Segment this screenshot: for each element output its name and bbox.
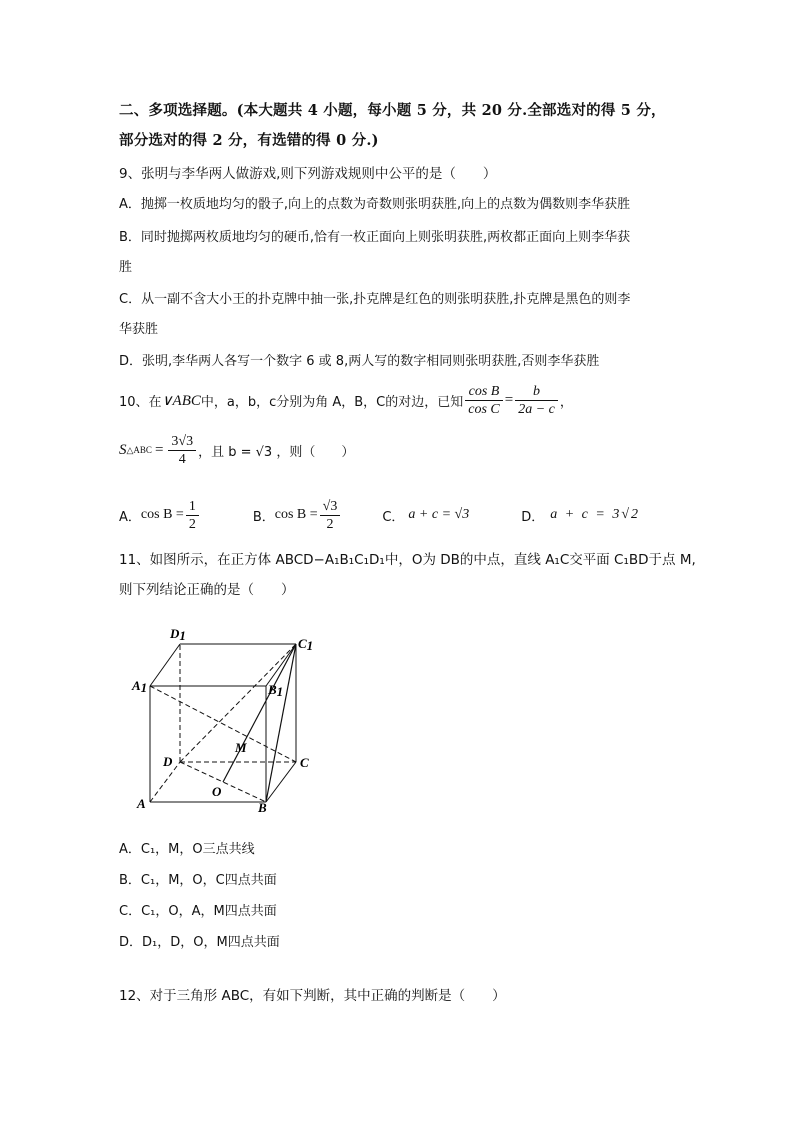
q10-comma: ， [559, 394, 573, 410]
q10-frac-num: cos B [468, 383, 500, 399]
label-b: B [258, 800, 267, 815]
q10-area-line [119, 428, 354, 472]
section-heading-line1: 二、多项选择题。(本大题共 4 小题，每小题 5 分，共 20 分.全部选对的得 5 分， [119, 102, 666, 119]
label-d1: D1 [170, 626, 186, 643]
q10-area-fraction [168, 433, 196, 468]
q10-optA-label: A． [119, 509, 141, 525]
q11-option-a: A．C₁，M，O三点共线 [119, 842, 255, 857]
q10-frac2-num: b [533, 383, 541, 399]
q10-stem [119, 378, 573, 422]
q10-optB-lhs: cos B = [274, 507, 318, 522]
q11-stem-line1: 11、如图所示，在正方体 ABCD−A₁B₁C₁D₁中，O为 DB的中点，直线 A₁C交平面 C₁BD于点 M, [119, 552, 696, 568]
q10-optB-fraction [320, 498, 341, 533]
q10-optB-label: B． [252, 509, 275, 525]
q10-optD: a + c = 3√2 [550, 507, 641, 522]
label-c1: C1 [298, 636, 314, 653]
q10-optC-label: C． [382, 509, 405, 525]
q9-option-a: A．抛掷一枚质地均匀的骰子,向上的点数为奇数则张明获胜,向上的点数为偶数则李华获胜 [119, 197, 631, 212]
segment-o-c1 [223, 644, 296, 782]
q10-optA-lhs: cos B = [140, 507, 184, 522]
q10-optB-den: 2 [320, 515, 341, 533]
q10-mid: 中，a，b，c分别为角 A，B，C的对边，已知 [200, 394, 464, 410]
q10-optD-label: D． [521, 509, 545, 525]
label-c: C [300, 755, 309, 770]
q10-area-eq: = [154, 441, 164, 458]
diagonal-a1-c [150, 686, 296, 762]
q10-options [119, 493, 640, 537]
cube-figure [128, 622, 328, 822]
q10-optA-fraction [186, 498, 199, 533]
q9-option-c-line2: 华获胜 [119, 322, 159, 337]
q9-option-b-line2: 胜 [119, 260, 133, 275]
label-o: O [212, 784, 222, 799]
section-heading-line2: 部分选对的得 2 分，有选错的得 0 分.) [119, 132, 379, 149]
q9-stem: 9、张明与李华两人做游戏,则下列游戏规则中公平的是（ ） [119, 166, 497, 182]
q10-area-s: S [119, 441, 127, 458]
q12-stem: 12、对于三角形 ABC，有如下判断，其中正确的判断是（ ） [119, 988, 506, 1004]
q11-option-b: B．C₁，M，O，C四点共面 [119, 873, 277, 888]
q9-option-b-line1: B．同时抛掷两枚质地均匀的硬币,恰有一枚正面向上则张明获胜,两枚都正面向上则李华获 [119, 230, 631, 245]
q10-area-num: 3√3 [171, 433, 194, 449]
q10-frac-den: cos C [465, 400, 503, 418]
diagonal-b-c1 [266, 644, 296, 802]
q10-prefix: 10、在 [119, 394, 162, 410]
q11-option-c: C．C₁，O，A，M四点共面 [119, 904, 277, 919]
label-d: D [163, 754, 173, 769]
q11-option-d: D．D₁，D，O，M四点共面 [119, 935, 280, 950]
q10-triangle: ∨ABC [161, 392, 201, 409]
q10-area-sub: △ABC [126, 444, 152, 455]
q10-frac2-den: 2a − c [515, 400, 558, 418]
q10-equals: = [504, 391, 514, 408]
q10-optA-den: 2 [186, 515, 199, 533]
label-b1: B1 [268, 682, 284, 699]
q10-condition: ，且 b = √3 ，则（ ） [198, 444, 355, 460]
q10-area-den: 4 [168, 450, 196, 468]
q9-option-d: D．张明,李华两人各写一个数字 6 或 8,两人写的数字相同则张明获胜,否则李华获胜 [119, 354, 600, 369]
q10-fraction-b [515, 383, 558, 418]
edge-a1-d1 [150, 644, 180, 686]
q10-optB-num: √3 [322, 498, 338, 514]
q10-optC: a + c = √3 [408, 507, 470, 522]
q10-optA-num: 1 [188, 498, 196, 514]
q9-option-c-line1: C．从一副不含大小王的扑克牌中抽一张,扑克牌是红色的则张明获胜,扑克牌是黑色的则李 [119, 292, 631, 307]
label-a: A [137, 796, 146, 811]
label-m: M [235, 740, 247, 755]
edge-b-c [266, 762, 296, 802]
q11-stem-line2: 则下列结论正确的是（ ） [119, 582, 295, 598]
q10-fraction-cos [465, 383, 503, 418]
label-a1: A1 [132, 678, 148, 695]
